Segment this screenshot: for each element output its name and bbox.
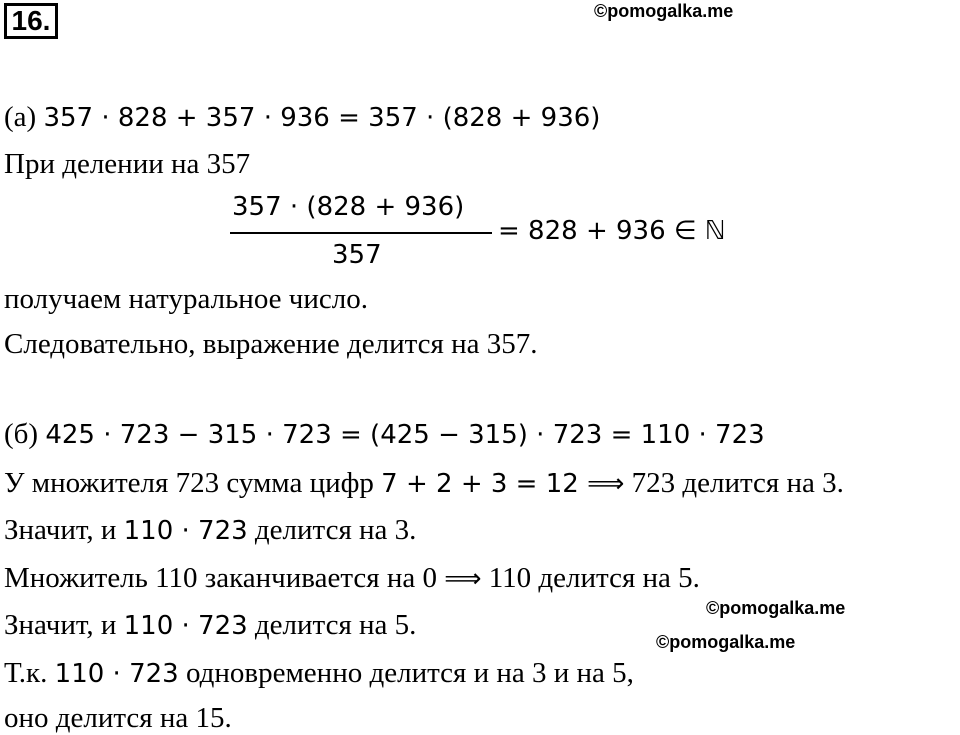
watermark: ©pomogalka.me: [656, 632, 796, 652]
text-segment: Т.к.: [4, 657, 55, 689]
task-number: 16.: [4, 3, 58, 39]
part-b-divisible-by-3-line: [4, 513, 416, 548]
product-math: 110 · 723: [54, 659, 179, 689]
digit-sum-math: 7 + 2 + 3 = 12 ⟹: [381, 469, 625, 499]
part-b-both-divisors-line: [4, 656, 634, 691]
part-b-equation: 425 · 723 − 315 · 723 = (425 − 315) · 723 = 110 · 723: [45, 420, 765, 450]
part-a-equation: 357 · 828 + 357 · 936 = 357 · (828 + 936): [43, 103, 601, 133]
text-segment: делится на 3.: [247, 514, 417, 546]
part-b-label: (б): [4, 418, 46, 450]
part-b-equation-line: [4, 417, 765, 452]
part-a-equation-line: [4, 100, 600, 135]
part-a-natural-number-text: получаем натуральное число.: [4, 283, 368, 315]
watermark: ©pomogalka.me: [706, 598, 846, 618]
part-b-divisible-by-5-line: [4, 608, 416, 643]
text-segment: 723 делится на 3.: [624, 467, 844, 499]
product-math: 110 · 723: [123, 611, 248, 641]
fraction-numerator: 357 · (828 + 936): [232, 192, 465, 222]
part-b-digit-sum-line: [4, 466, 844, 501]
text-segment: 110 делится на 5.: [481, 562, 700, 594]
text-segment: Значит, и: [4, 609, 124, 641]
fraction-denominator: 357: [332, 240, 382, 270]
fraction-result: = 828 + 936 ∈ ℕ: [498, 216, 726, 246]
part-a-label: (а): [4, 101, 44, 133]
text-segment: Множитель 110 заканчивается на 0: [4, 562, 445, 594]
watermark: ©pomogalka.me: [594, 1, 734, 21]
part-a-conclusion: Следовательно, выражение делится на 357.: [4, 328, 538, 360]
text-segment: Значит, и: [4, 514, 124, 546]
part-a-division-note: При делении на 357: [4, 148, 251, 180]
text-segment: У множителя 723 сумма цифр: [4, 467, 382, 499]
text-segment: одновременно делится и на 3 и на 5,: [178, 657, 634, 689]
text-segment: делится на 5.: [247, 609, 417, 641]
implies-symbol: ⟹: [444, 564, 482, 594]
fraction-bar: [230, 232, 492, 234]
product-math: 110 · 723: [123, 516, 248, 546]
part-b-ends-with-zero-line: [4, 561, 700, 596]
part-b-conclusion: оно делится на 15.: [4, 702, 232, 734]
